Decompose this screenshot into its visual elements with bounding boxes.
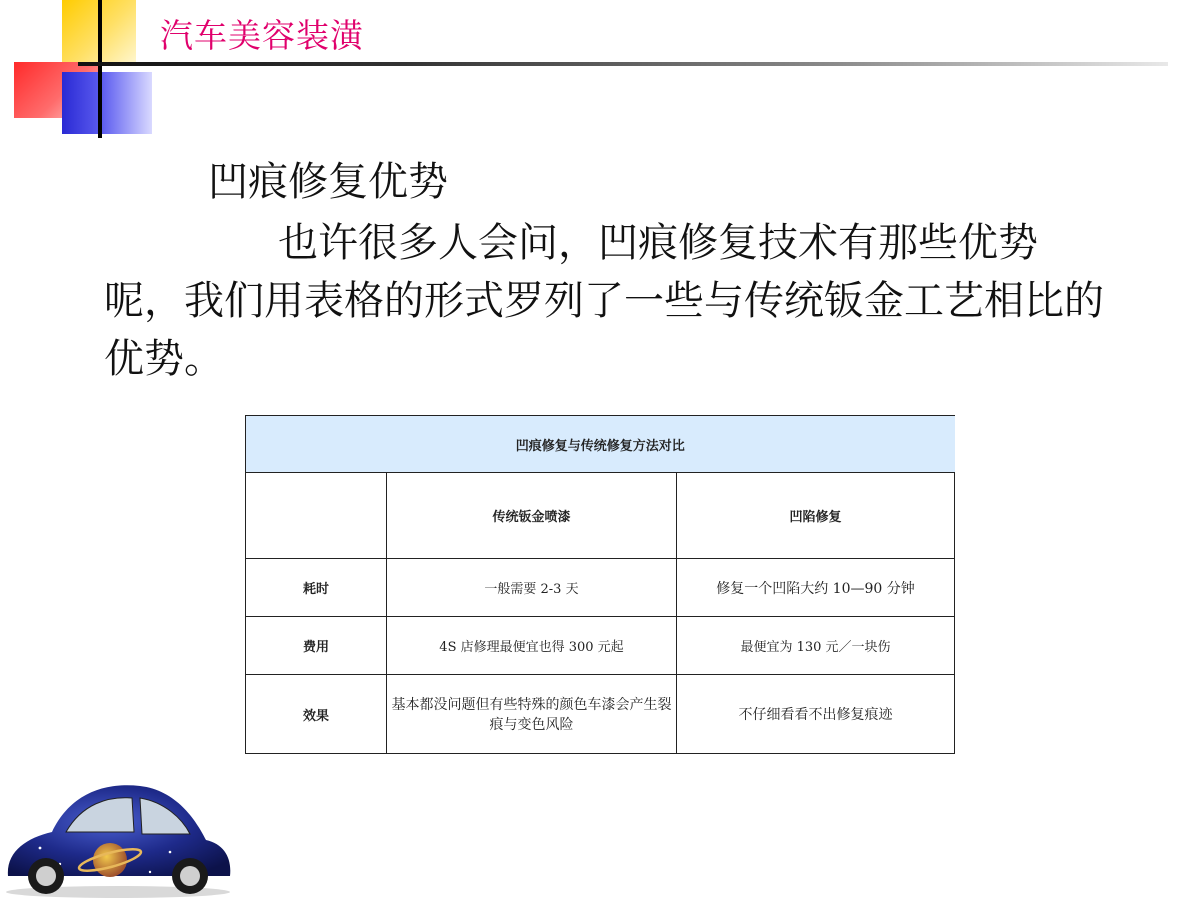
effect-traditional: 基本都没问题但有些特殊的颜色车漆会产生裂痕与变色风险 (387, 675, 677, 754)
table-row (246, 675, 955, 754)
decor-blue-block (62, 72, 152, 134)
row-label-effect: 效果 (246, 675, 387, 754)
cost-dent: 最便宜为 130 元／一块伤 (677, 617, 955, 675)
row-label-time: 耗时 (246, 559, 387, 617)
intro-paragraph: 也许很多人会问，凹痕修复技术有那些优势呢，我们用表格的形式罗列了一些与传统钣金工艺相比的优势。 (104, 220, 1104, 382)
table-row (246, 617, 955, 675)
decor-horizontal-rule (78, 62, 1168, 66)
effect-dent: 不仔细看看不出修复痕迹 (677, 675, 955, 754)
table-caption: 凹痕修复与传统修复方法对比 (246, 416, 955, 473)
car-illustration (0, 768, 240, 900)
table-header-row (246, 473, 955, 559)
header-dent-repair: 凹陷修复 (677, 473, 955, 559)
decor-vertical-line (98, 0, 102, 138)
section-heading: 凹痕修复优势 (208, 159, 448, 205)
time-dent: 修复一个凹陷大约 10—90 分钟 (677, 559, 955, 617)
cost-traditional: 4S 店修理最便宜也得 300 元起 (387, 617, 677, 675)
slide-title: 汽车美容装潢 (160, 16, 364, 55)
row-label-cost: 费用 (246, 617, 387, 675)
header-empty-cell (246, 473, 387, 559)
table-row (246, 559, 955, 617)
comparison-table (245, 415, 955, 754)
header-traditional: 传统钣金喷漆 (387, 473, 677, 559)
time-traditional: 一般需要 2-3 天 (387, 559, 677, 617)
